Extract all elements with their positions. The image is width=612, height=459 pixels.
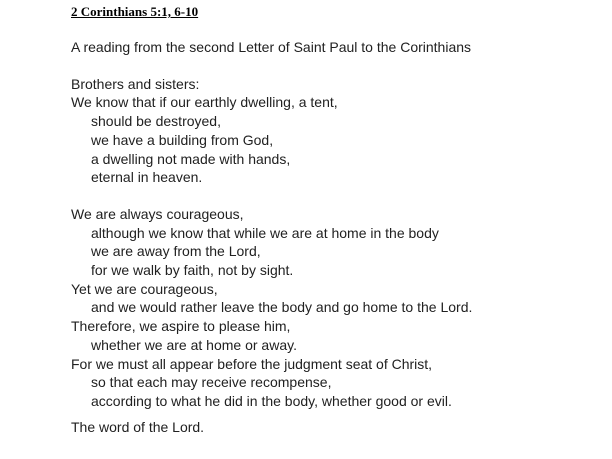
reading-citation-title: 2 Corinthians 5:1, 6-10 [71, 4, 199, 19]
reading-line: for we walk by faith, not by sight. [91, 262, 294, 279]
reading-line: so that each may receive recompense, [91, 374, 332, 391]
reading-line: should be destroyed, [91, 113, 221, 130]
reading-intro-line: A reading from the second Letter of Saint Paul to the Corinthians [71, 39, 472, 55]
reading-line: Yet we are courageous, [71, 280, 218, 297]
reading-line: we are away from the Lord, [91, 243, 261, 260]
reading-line: For we must all appear before the judgment seat of Christ, [71, 355, 433, 372]
reading-stanza [71, 75, 572, 187]
reading-line: and we would rather leave the body and go home to the Lord. [91, 299, 473, 316]
reading-line: We are always courageous, [71, 205, 244, 222]
reading-line: We know that if our earthly dwelling, a tent, [71, 94, 338, 111]
reading-closing-line: The word of the Lord. [71, 418, 205, 435]
reading-line: although we know that while we are at home in the body [91, 224, 439, 241]
reading-line: we have a building from God, [91, 131, 274, 148]
reading-line: eternal in heaven. [91, 169, 203, 186]
reading-line: Therefore, we aspire to please him, [71, 318, 291, 335]
reading-line: a dwelling not made with hands, [91, 150, 291, 167]
reading-line: whether we are at home or away. [91, 336, 297, 353]
reading-line: Brothers and sisters: [71, 75, 200, 92]
reading-body [71, 75, 572, 411]
reading-stanza [71, 205, 572, 411]
reading-line: according to what he did in the body, whether good or evil. [91, 392, 452, 409]
